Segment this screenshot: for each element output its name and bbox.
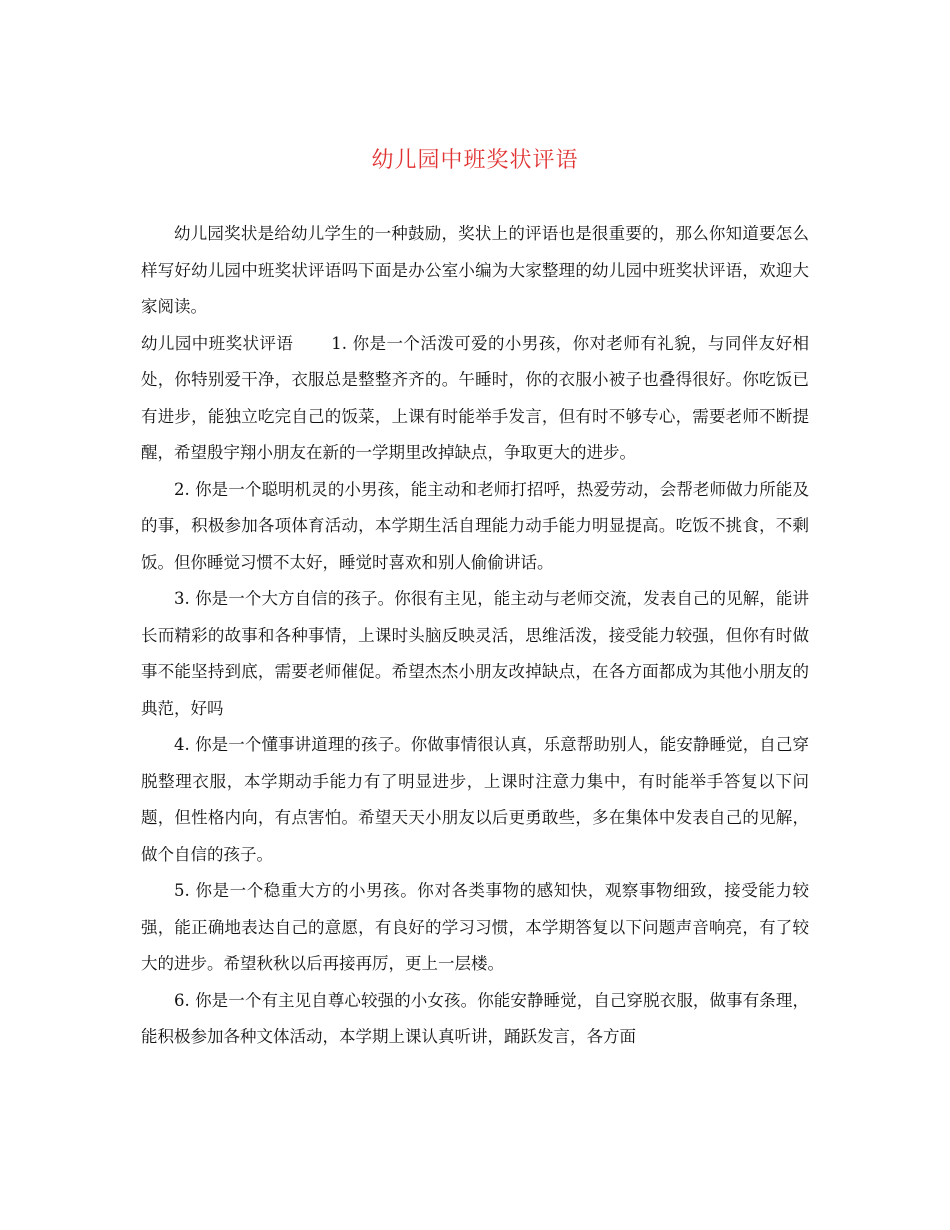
document-title: 幼儿园中班奖状评语 <box>371 148 579 173</box>
comment-item-6: 6. 你是一个有主见自尊心较强的小女孩。你能安静睡觉，自己穿脱衣服，做事有条理，能积极参加各种文体活动，本学期上课认真听讲，踊跃发言，各方面 <box>141 990 809 1046</box>
document-body <box>141 216 809 1056</box>
comment-item-1: 1. 你是一个活泼可爱的小男孩，你对老师有礼貌，与同伴友好相处，你特别爱干净，衣服总是整整齐齐的。午睡时，你的衣服小被子也叠得很好。你吃饭已有进步，能独立吃完自己的饭菜，上课有时能举手发言，但有时不够专心，需要老师不断提醒，希望殷宇翔小朋友在新的一学期里改掉缺点，争取更大的进步。 <box>141 333 809 462</box>
section-heading: 幼儿园中班奖状评语 <box>141 333 294 353</box>
section-first-paragraph <box>141 326 809 472</box>
comment-item-3: 3. 你是一个大方自信的孩子。你很有主见，能主动与老师交流，发表自己的见解，能讲长而精彩的故事和各种事情，上课时头脑反映灵活，思维活泼，接受能力较强，但你有时做事不能坚持到底，需要老师催促。希望杰杰小朋友改掉缺点，在各方面都成为其他小朋友的典范，好吗 <box>141 589 809 718</box>
intro-paragraph: 幼儿园奖状是给幼儿学生的一种鼓励，奖状上的评语也是很重要的，那么你知道要怎么样写好幼儿园中班奖状评语吗下面是办公室小编为大家整理的幼儿园中班奖状评语，欢迎大家阅读。 <box>141 224 809 316</box>
comment-item-4: 4. 你是一个懂事讲道理的孩子。你做事情很认真，乐意帮助别人，能安静睡觉，自己穿脱整理衣服，本学期动手能力有了明显进步，上课时注意力集中，有时能举手答复以下问题，但性格内向，有点害怕。希望天天小朋友以后更勇敢些，多在集体中发表自己的见解，做个自信的孩子。 <box>141 735 809 864</box>
comment-item-2: 2. 你是一个聪明机灵的小男孩，能主动和老师打招呼，热爱劳动，会帮老师做力所能及的事，积极参加各项体育活动，本学期生活自理能力动手能力明显提高。吃饭不挑食，不剩饭。但你睡觉习惯不太好，睡觉时喜欢和别人偷偷讲话。 <box>141 479 809 572</box>
comment-item-5: 5. 你是一个稳重大方的小男孩。你对各类事物的感知快，观察事物细致，接受能力较强，能正确地表达自己的意愿，有良好的学习习惯，本学期答复以下问题声音响亮，有了较大的进步。希望秋秋以后再接再厉，更上一层楼。 <box>141 881 809 973</box>
